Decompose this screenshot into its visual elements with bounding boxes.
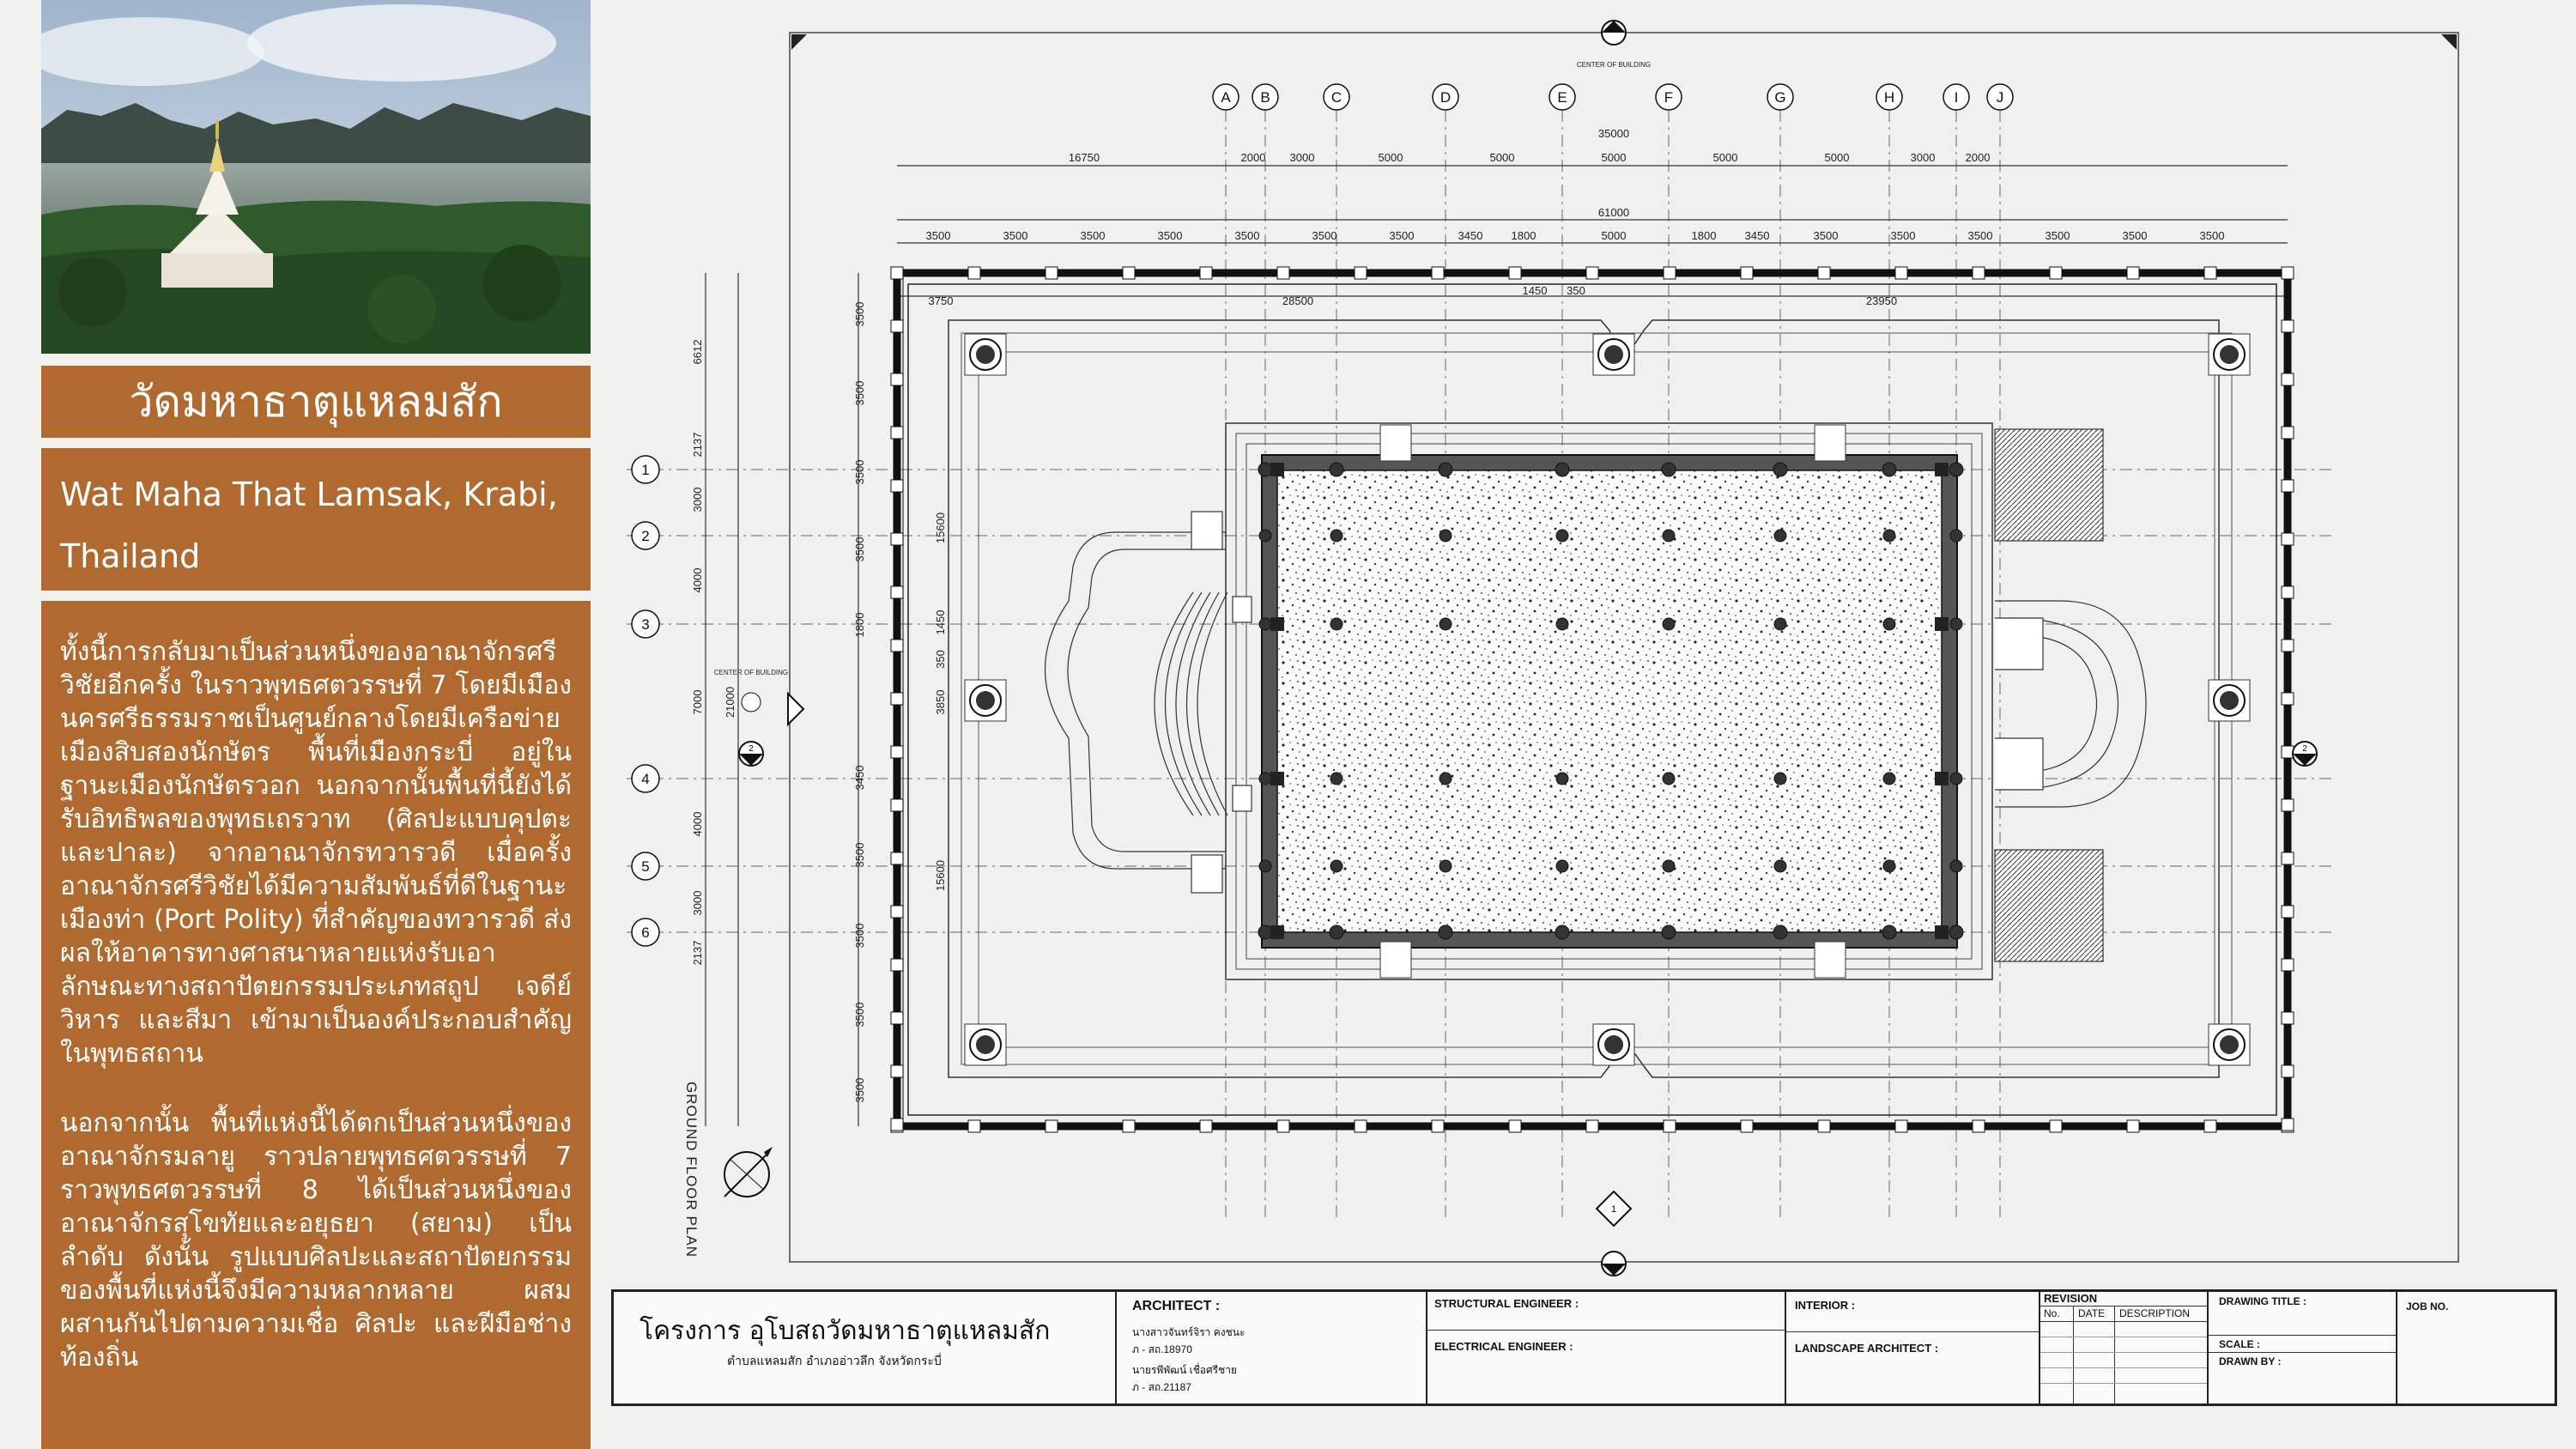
dim-left-inner-3: 3500 [853, 537, 866, 562]
dim-left-inner-9: 3500 [853, 1077, 866, 1103]
dim-small-0: 1450 [1522, 284, 1548, 297]
grid-bubble-J [1987, 84, 2013, 110]
interior-column [1330, 925, 1343, 939]
svg-text:3: 3 [641, 616, 650, 633]
dim-left-outer-0: 6612 [691, 339, 704, 365]
interior-column [1330, 860, 1343, 872]
svg-text:H: H [1883, 89, 1895, 106]
column-grid-bubbles [1213, 84, 2013, 110]
drawn-by-label: DRAWN BY : [2219, 1355, 2282, 1367]
terrace-column [2209, 334, 2250, 375]
architect-1: นางสาวจันทร์จิรา คงชนะ [1132, 1326, 1246, 1338]
interior-column [1882, 463, 1896, 476]
wall-column [1270, 925, 1284, 939]
terrace-column [1593, 334, 1634, 375]
grid-bubble-A [1213, 84, 1239, 110]
interior-column [1330, 463, 1343, 476]
interior-column [1439, 925, 1452, 939]
west-entrance-stairs [1046, 512, 1252, 893]
dim-top-0: 16750 [1068, 151, 1100, 164]
interior-column [1662, 463, 1676, 476]
interior-column [1663, 530, 1675, 542]
dim-left-outer-2: 3000 [691, 487, 704, 512]
interior-column [1950, 618, 1962, 630]
dim-top-2: 3000 [1289, 151, 1315, 164]
dim-top-9: 2000 [1965, 151, 1991, 164]
interior-column [1662, 925, 1676, 939]
title-block [611, 1289, 2557, 1406]
interior-column [1950, 530, 1962, 542]
dim-inner-1: 28500 [1282, 294, 1314, 307]
dim-overall-1: 35000 [1597, 127, 1630, 140]
dim-row2-2: 3500 [1080, 229, 1106, 242]
north-arrow [724, 1147, 773, 1197]
terrace-column [2209, 680, 2250, 721]
grid-bubble-I [1943, 84, 1969, 110]
interior-column [1440, 860, 1452, 872]
interior-column [1773, 925, 1787, 939]
job-no-cell [2396, 1292, 2555, 1404]
dim-row2-9: 5000 [1601, 229, 1627, 242]
project-cell [614, 1292, 1115, 1404]
grid-bubble-row-4 [632, 765, 659, 792]
dim-left-outer-3: 4000 [691, 567, 704, 593]
plan-label: GROUND FLOOR PLAN [683, 1082, 700, 1258]
section-mark-2-right: 2 [2302, 744, 2307, 754]
grid-bubble-G [1767, 84, 1793, 110]
dim-row2-12: 3500 [1813, 229, 1839, 242]
dim-row2-11: 3450 [1744, 229, 1770, 242]
dim-left-inner-1: 3500 [853, 380, 866, 406]
landscape-label: LANDSCAPE ARCHITECT : [1795, 1342, 1939, 1355]
dim-top-1: 2000 [1240, 151, 1266, 164]
svg-text:I: I [1954, 89, 1959, 106]
interior-column [1440, 618, 1452, 630]
grid-bubble-row-5 [632, 852, 659, 880]
dim-row2-16: 3500 [2122, 229, 2148, 242]
ground-floor-plan [601, 0, 2576, 1449]
interior-column [1883, 773, 1895, 785]
dim-row2-6: 3500 [1389, 229, 1415, 242]
dim-left-mid-3: 3850 [934, 689, 947, 715]
dim-left-inner-0: 3500 [853, 301, 866, 327]
wall-column [1935, 463, 1949, 476]
interior-column [1774, 773, 1786, 785]
grid-bubble-row-1 [632, 456, 659, 483]
description-paragraph-2: นอกจากนั้น พื้นที่แห่งนี้ได้ตกเป็นส่วนหนึ่งของอาณาจักรมลายู ราวปลายพุทธศตวรรษที่ 7 ราวพุทธศตวรรษที่ 8 ได้เป็นส่วนหนึ่งของอาณาจักรสุโขทัยและอยุธยา (สยาม) เป็นลำดับ ดังนั้น รูปแบบศิลปะและสถาปัตยกรรมของพื้นที่แห่งนี้จึงมีความหลากหลาย ผสมผสานกันไปตามความเชื่อ ศิลปะ และฝีมือช่างท้องถิ่น [60, 1108, 572, 1373]
dim-top-6: 5000 [1712, 151, 1738, 164]
dim-left-inner-2: 3500 [853, 459, 866, 485]
interior-column [1330, 773, 1343, 785]
interior-column [1774, 618, 1786, 630]
terrace-column [2209, 1024, 2250, 1065]
svg-text:5: 5 [641, 858, 650, 875]
dim-inner-2: 23950 [1865, 294, 1898, 307]
interior-column [1556, 773, 1568, 785]
center-of-building-label-top: CENTER OF BUILDING [1576, 61, 1652, 69]
grid-bubble-row-6 [632, 919, 659, 946]
dim-left-inner-5: 3450 [853, 765, 866, 791]
svg-text:G: G [1774, 89, 1786, 106]
interior-cell [1785, 1292, 2039, 1404]
section-marker-right [2293, 742, 2317, 766]
interior-column [1883, 860, 1895, 872]
engineer-cell [1426, 1292, 1785, 1404]
interior-column [1883, 530, 1895, 542]
interior-column [1949, 925, 1963, 939]
temple-photo [41, 0, 591, 354]
dim-top-3: 5000 [1378, 151, 1403, 164]
wall-column [1935, 772, 1949, 785]
interior-column [1330, 530, 1343, 542]
dim-left-outer-5: 4000 [691, 811, 704, 837]
interior-column [1330, 618, 1343, 630]
terrace-column [965, 334, 1006, 375]
section-mark-2-left: 2 [749, 744, 754, 754]
row-grid-bubbles [632, 456, 659, 946]
interior-column [1882, 925, 1896, 939]
hall-floor-terrazzo [1277, 470, 1942, 932]
dim-row2-13: 3500 [1890, 229, 1916, 242]
interior-column [1774, 860, 1786, 872]
dim-left-total: 21000 [724, 686, 736, 718]
dim-left-inner-6: 3500 [853, 842, 866, 868]
rev-col-no: No. [2044, 1307, 2060, 1319]
revision-label: REVISION [2044, 1292, 2098, 1305]
dim-row2-5: 3500 [1312, 229, 1337, 242]
svg-text:C: C [1330, 89, 1343, 106]
dim-row2-14: 3500 [1967, 229, 1993, 242]
dim-left-outer-6: 3000 [691, 890, 704, 916]
dim-left-inner-8: 3500 [853, 1002, 866, 1028]
dim-left-mid-0: 15600 [934, 512, 947, 544]
wall-column [1270, 617, 1284, 631]
dim-left-inner-7: 3500 [853, 923, 866, 949]
section-mark-1-bottom: 1 [1610, 1204, 1617, 1215]
svg-text:D: D [1440, 89, 1452, 106]
dim-left-mid-2: 350 [934, 650, 947, 669]
interior-column [1663, 618, 1675, 630]
architect-1-id: ภ - สถ.18970 [1132, 1343, 1192, 1355]
svg-text:2: 2 [641, 528, 650, 544]
svg-text:B: B [1260, 89, 1270, 106]
site-subtitle [41, 448, 591, 591]
interior-column [1259, 530, 1271, 542]
site-title-text: วัดมหาธาตุแหลมสัก [129, 376, 503, 427]
svg-text:J: J [1996, 89, 2004, 106]
dim-top-8: 3000 [1910, 151, 1936, 164]
grid-bubble-F [1656, 84, 1682, 110]
grid-bubble-B [1252, 84, 1278, 110]
wall-column [1935, 925, 1949, 939]
interior-column [1773, 463, 1787, 476]
interior-column [1949, 463, 1963, 476]
grid-bubble-row-2 [632, 522, 659, 549]
interior-column [1950, 773, 1962, 785]
rev-col-description: DESCRIPTION [2119, 1307, 2191, 1319]
revision-cell [2039, 1292, 2207, 1404]
section-marker-left [739, 693, 803, 766]
grid-bubble-row-3 [632, 610, 659, 638]
dim-left-mid-4: 15600 [934, 859, 947, 892]
temple-photo-illustration [41, 0, 591, 354]
dim-inner-0: 3750 [928, 294, 954, 307]
dim-row2-10: 1800 [1691, 229, 1717, 242]
drawing-title-label: DRAWING TITLE : [2219, 1295, 2306, 1307]
dim-row2-7: 3450 [1458, 229, 1483, 242]
wall-column [1935, 617, 1949, 631]
terrace-column [1593, 1024, 1634, 1065]
dim-row2-8: 1800 [1511, 229, 1537, 242]
section-marker-bottom [1597, 1191, 1631, 1226]
svg-text:6: 6 [641, 925, 650, 941]
interior-column [1883, 618, 1895, 630]
dim-left-outer-4: 7000 [691, 689, 704, 715]
scale-label: SCALE : [2219, 1338, 2260, 1350]
site-title [41, 366, 591, 438]
drawing-title-cell [2207, 1292, 2396, 1404]
interior-column [1555, 925, 1569, 939]
interior-label: INTERIOR : [1795, 1299, 1856, 1312]
interior-column [1556, 618, 1568, 630]
interior-column [1950, 860, 1962, 872]
description-paragraph-1: ทั้งนี้การกลับมาเป็นส่วนหนึ่งของอาณาจักรศรีวิชัยอีกครั้ง ในราวพุทธศตวรรษที่ 7 โดยมีเมืองนครศรีธรรมราชเป็นศูนย์กลางโดยมีเครือข่ายเมืองสิบสองนักษัตร พื้นที่เมืองกระบี่ อยู่ในฐานะเมืองนักษัตรวอก นอกจากนั้นพื้นที่นี้ยังได้รับอิทธิพลของพุทธเถรวาท (ศิลปะแบบคุปตะและปาละ) จากอาณาจักรทวารวดี เมื่อครั้งอาณาจักรศรีวิชัยได้มีความสัมพันธ์ที่ดีในฐานะเมืองท่า (Port Polity) ที่สำคัญของทวารวดี ส่งผลให้อาคารทางศาสนาหลายแห่งรับเอาลักษณะทางสถาปัตยกรรมประเภทสถูป เจดีย์ วิหาร และสีมา เข้ามาเป็นองค์ประกอบสำคัญในพุทธสถาน [60, 637, 572, 1069]
interior-column [1259, 618, 1271, 630]
terrace-column [965, 1024, 1006, 1065]
svg-text:4: 4 [641, 771, 650, 787]
dim-row2-4: 3500 [1234, 229, 1260, 242]
interior-column [1663, 860, 1675, 872]
wall-column [1270, 772, 1284, 785]
interior-column [1259, 773, 1271, 785]
rev-col-date: DATE [2078, 1307, 2106, 1319]
svg-text:E: E [1557, 89, 1567, 106]
job-no-label: JOB NO. [2406, 1300, 2449, 1313]
project-location: ตำบลแหลมสัก อำเภออ่าวลึก จังหวัดกระบี่ [727, 1355, 942, 1368]
dim-row2-15: 3500 [2045, 229, 2070, 242]
interior-column [1259, 860, 1271, 872]
project-name: โครงการ อุโบสถวัดมหาธาตุแหลมสัก [639, 1316, 1051, 1346]
grid-bubble-C [1324, 84, 1349, 110]
interior-column [1556, 860, 1568, 872]
electrical-label: ELECTRICAL ENGINEER : [1434, 1340, 1573, 1353]
info-panel [0, 0, 601, 1449]
grid-bubble-D [1433, 84, 1458, 110]
dim-overall-2: 61000 [1597, 206, 1630, 219]
dim-left-inner-4: 1800 [853, 612, 866, 638]
structural-label: STRUCTURAL ENGINEER : [1434, 1297, 1579, 1310]
svg-text:1: 1 [641, 462, 650, 478]
dim-left-outer-7: 2137 [691, 940, 704, 966]
interior-column [1258, 463, 1272, 476]
interior-column [1258, 925, 1272, 939]
east-entrance-stairs [1995, 429, 2146, 961]
dim-top-5: 5000 [1601, 151, 1627, 164]
dim-left-mid-1: 1450 [934, 609, 947, 635]
interior-column [1555, 463, 1569, 476]
interior-column [1440, 530, 1452, 542]
interior-column [1663, 773, 1675, 785]
dim-row2-17: 3500 [2199, 229, 2225, 242]
dim-row2-3: 3500 [1157, 229, 1183, 242]
dim-left-outer-1: 2137 [691, 432, 704, 458]
interior-column [1439, 463, 1452, 476]
terrace-column [965, 680, 1006, 721]
architect-cell [1115, 1292, 1426, 1404]
svg-text:F: F [1664, 89, 1674, 106]
interior-column [1440, 773, 1452, 785]
site-subtitle-text: Wat Maha That Lamsak, Krabi, Thailand [60, 476, 558, 575]
interior-column [1774, 530, 1786, 542]
dim-top-4: 5000 [1489, 151, 1515, 164]
grid-bubble-H [1876, 84, 1902, 110]
site-description [41, 601, 591, 1449]
interior-column [1556, 530, 1568, 542]
dim-row2-1: 3500 [1003, 229, 1028, 242]
center-of-building-label-left: CENTER OF BUILDING [713, 669, 789, 676]
grid-bubble-E [1549, 84, 1575, 110]
architect-2-id: ภ - สถ.21187 [1132, 1381, 1191, 1393]
svg-text:A: A [1221, 89, 1231, 106]
architect-2: นายรพีพัฒน์ เชื่อศรีชาย [1132, 1364, 1238, 1376]
dim-row2-0: 3500 [925, 229, 951, 242]
dim-small-1: 350 [1567, 284, 1585, 297]
dim-top-7: 5000 [1824, 151, 1850, 164]
architect-label: ARCHITECT : [1132, 1299, 1221, 1313]
wall-column [1270, 463, 1284, 476]
